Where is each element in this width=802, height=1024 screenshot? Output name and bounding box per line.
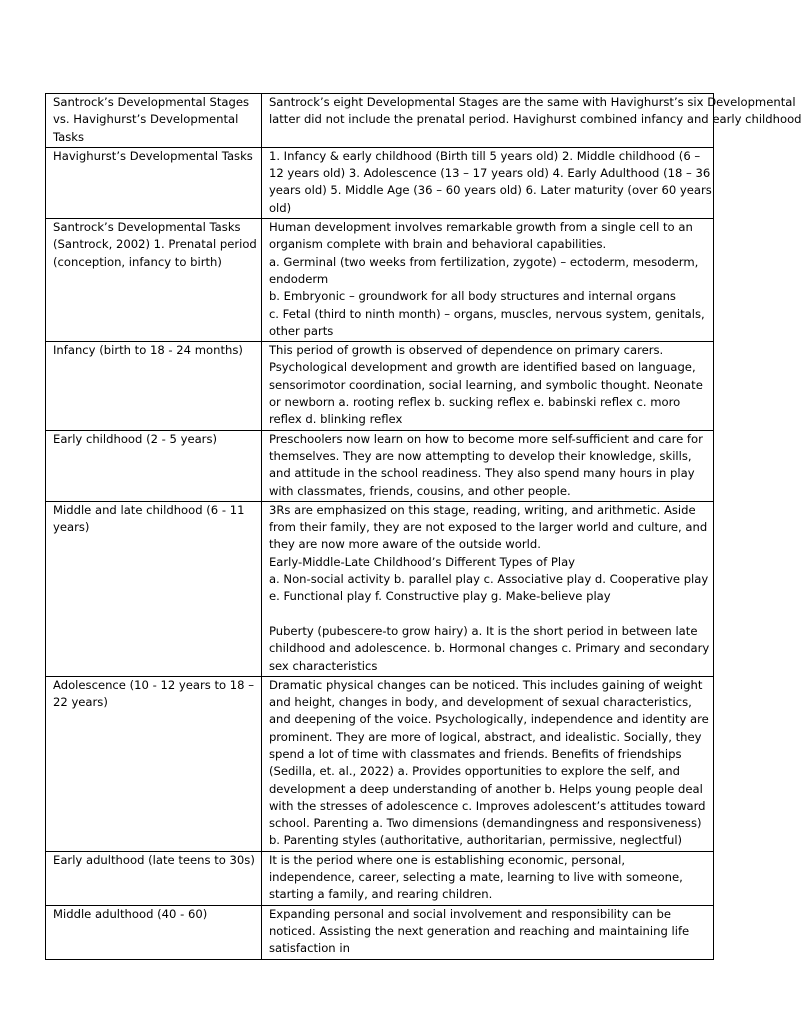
table-row (46, 430, 714, 501)
table-row (46, 676, 714, 851)
table-cell-description: Dramatic physical changes can be noticed. This includes gaining of weight and height, changes in body, and development of sexual characteristics, and deepening of the voice. Psychologically, independence and identity are prominent. They are more of logical, abstract, and idealistic. Socially, they spend a lot of time with classmates and friends. Benefits of friendships (Sedilla, et. al., 2022) a. Provides opportunities to explore the self, and development a deep understanding of another b. Helps young people deal with the stresses of adolescence c. Improves adolescent’s attitudes toward school. Parenting a. Two dimensions (demandingness and responsiveness) b. Parenting styles (authoritative, authoritarian, permissive, neglectful) (261, 676, 713, 851)
table-row (46, 94, 714, 148)
table-row (46, 342, 714, 430)
table-cell-description: It is the period where one is establishing economic, personal, independence, career, selecting a mate, learning to live with someone, starting a family, and rearing children. (261, 851, 713, 905)
table-cell-stage: Early adulthood (late teens to 30s) (46, 851, 262, 905)
table-cell-stage: Santrock’s Developmental Stages vs. Havighurst’s Developmental Tasks (46, 94, 262, 148)
table-cell-stage: Havighurst’s Developmental Tasks (46, 147, 262, 218)
table-row (46, 905, 714, 959)
table-cell-description: Human development involves remarkable growth from a single cell to an organism complete with brain and behavioral capabilities. a. Germinal (two weeks from fertilization, zygote) – ectoderm, mesoderm, endoderm b. Embryonic – groundwork for all body structures and internal organs c. Fetal (third to ninth month) – organs, muscles, nervous system, genitals, other parts (261, 219, 713, 342)
developmental-stages-table (45, 93, 802, 960)
table-row (46, 851, 714, 905)
table-cell-stage: Adolescence (10 - 12 years to 18 – 22 years) (46, 676, 262, 851)
table-cell-description: Preschoolers now learn on how to become more self-sufficient and care for themselves. They are now attempting to develop their knowledge, skills, and attitude in the school readiness. They also spend many hours in play with classmates, friends, cousins, and other people. (261, 430, 713, 501)
table-row (46, 501, 714, 676)
table-row (46, 219, 714, 342)
table-cell-description: 3Rs are emphasized on this stage, reading, writing, and arithmetic. Aside from their family, they are not exposed to the larger world and culture, and they are now more aware of the outside world. Early-Middle-Late Childhood’s Different Types of Play a. Non-social activity b. parallel play c. Associative play d. Cooperative play e. Functional play f. Constructive play g. Make-believe play Puberty (pubescere-to grow hairy) a. It is the short period in between late childhood and adolescence. b. Hormonal changes c. Primary and secondary sex characteristics (261, 501, 713, 676)
table-cell-description: 1. Infancy & early childhood (Birth till 5 years old) 2. Middle childhood (6 – 12 years old) 3. Adolescence (13 – 17 years old) 4. Early Adulthood (18 – 36 years old) 5. Middle Age (36 – 60 years old) 6. Later maturity (over 60 years old) (261, 147, 713, 218)
table-row (46, 147, 714, 218)
table-cell-stage: Early childhood (2 - 5 years) (46, 430, 262, 501)
table-cell-stage: Santrock’s Developmental Tasks (Santrock, 2002) 1. Prenatal period (conception, infancy to birth) (46, 219, 262, 342)
table-cell-description: Santrock’s eight Developmental Stages are the same with Havighurst’s six Developmental latter did not include the prenatal period. Havighurst combined infancy and early childhood (261, 94, 713, 148)
table-cell-description: This period of growth is observed of dependence on primary carers. Psychological development and growth are identified based on language, sensorimotor coordination, social learning, and symbolic thought. Neonate or newborn a. rooting reflex b. sucking reflex e. babinski reflex c. moro reflex d. blinking reflex (261, 342, 713, 430)
table-cell-stage: Middle and late childhood (6 - 11 years) (46, 501, 262, 676)
table-cell-stage: Middle adulthood (40 - 60) (46, 905, 262, 959)
table-cell-description: Expanding personal and social involvement and responsibility can be noticed. Assisting the next generation and reaching and maintaining life satisfaction in (261, 905, 713, 959)
table-cell-stage: Infancy (birth to 18 - 24 months) (46, 342, 262, 430)
